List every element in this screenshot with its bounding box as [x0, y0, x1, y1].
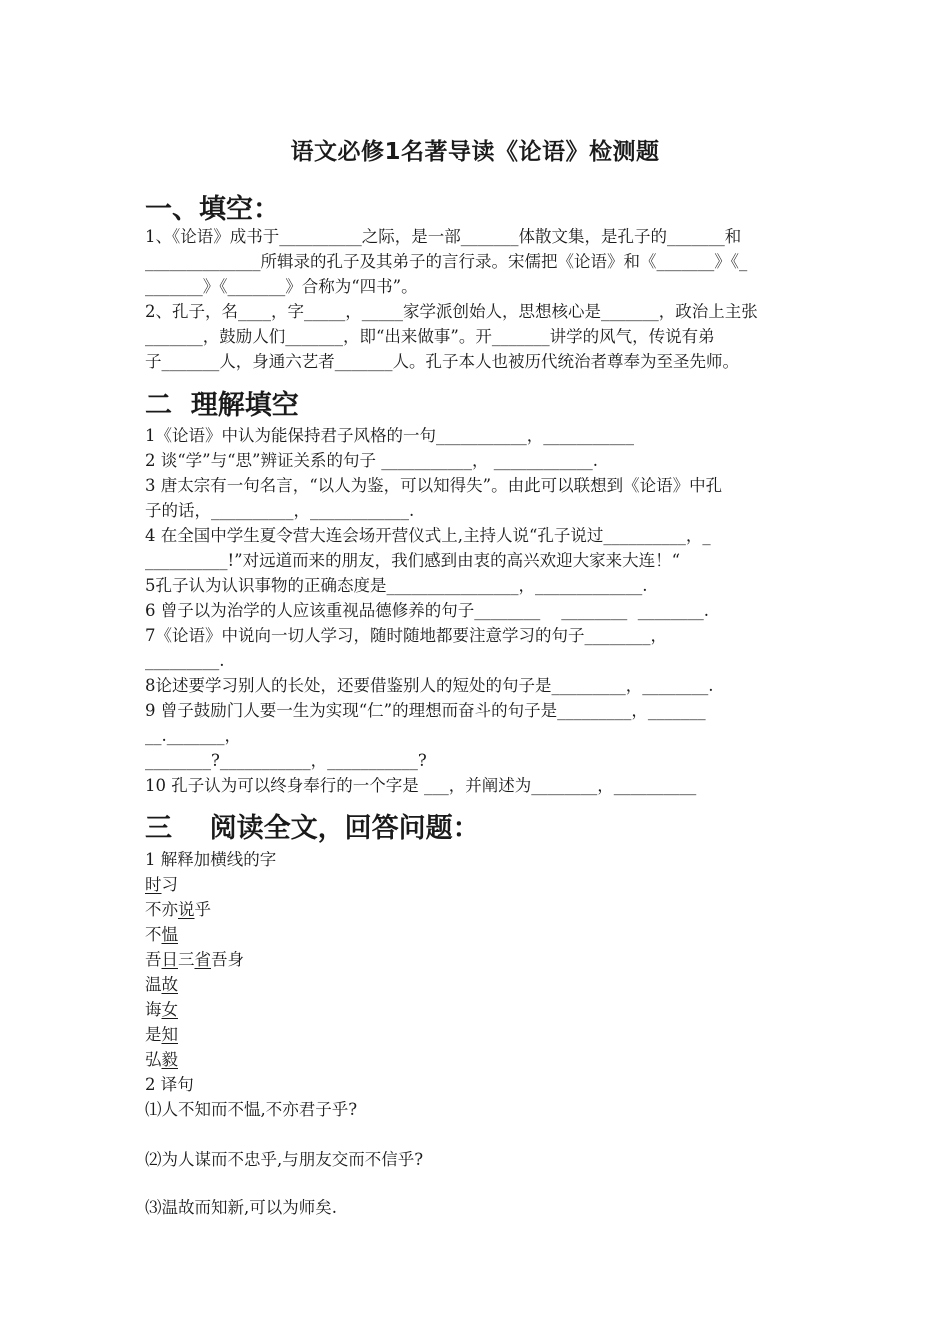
vocab-item [145, 952, 244, 969]
vocab-text: 不亦 [145, 900, 178, 919]
section2-line: _________. [145, 651, 225, 670]
section2-line: 8论述要学习别人的长处，还要借鉴别人的短处的句子是_________，________. [145, 676, 714, 695]
underlined-char: 毅 [161, 1050, 178, 1069]
underlined-char: 日 [161, 950, 178, 969]
vocab-item [145, 1052, 178, 1069]
section2-line: ________?___________，___________? [145, 751, 427, 770]
section1-line: 子_______人，身通六艺者_______人。孔子本人也被历代统治者尊奉为至圣先师。 [145, 352, 739, 371]
section1-line: ______________所辑录的孔子及其弟子的言行录。宋儒把《论语》和《_______》《_ [145, 252, 748, 271]
vocab-item [145, 927, 178, 944]
section1-line: _______》《_______》合称为“四书”。 [145, 277, 418, 296]
vocab-text: 习 [161, 875, 178, 894]
section2-line: 1《论语》中认为能保持君子风格的一句___________，___________ [145, 426, 634, 445]
section2-line: 2 谈“学”与“思”辨证关系的句子 ___________， ____________. [145, 451, 598, 470]
vocab-item [145, 1027, 178, 1044]
section1-heading: 一、填空： [145, 194, 280, 225]
section2-line: 3 唐太宗有一句名言，“以人为鉴，可以知得失”。由此可以联想到《论语》中孔 [145, 476, 723, 495]
vocab-text: 三 [178, 950, 195, 969]
underlined-char: 时 [145, 875, 162, 894]
vocab-text: 吾身 [211, 950, 244, 969]
section1-line: 2、孔子，名____，字_____，_____家学派创始人，思想核心是_______，政治上主张 [145, 302, 758, 321]
document-title: 语文必修1名著导读《论语》检测题 [290, 139, 660, 165]
underlined-char: 省 [194, 950, 211, 969]
section2-heading: 二 理解填空 [145, 390, 299, 421]
vocab-item [145, 877, 178, 894]
vocab-text: 不 [145, 925, 162, 944]
vocab-item [145, 902, 211, 919]
translation-sentence: ⑵为人谋而不忠乎,与朋友交而不信乎? [145, 1150, 424, 1169]
question-label: 2 译句 [145, 1075, 194, 1094]
section2-line: __________!”对远道而来的朋友，我们感到由衷的高兴欢迎大家来大连！“ [145, 551, 681, 570]
section2-line: 子的话，__________，____________. [145, 501, 415, 520]
section3-heading: 三 阅读全文，回答问题： [145, 813, 480, 844]
underlined-char: 知 [161, 1025, 178, 1044]
vocab-text: 诲 [145, 1000, 162, 1019]
section2-line: __._______， [145, 726, 241, 745]
section2-line: 10 孔子认为可以终身奉行的一个字是 ___，并阐述为________，__________ [145, 776, 697, 795]
section2-line: 4 在全国中学生夏令营大连会场开营仪式上,主持人说“孔子说过__________，_ [145, 526, 711, 545]
translation-sentence: ⑶温故而知新,可以为师矣. [145, 1198, 337, 1217]
vocab-text: 乎 [194, 900, 211, 919]
section2-line: 5孔子认为认识事物的正确态度是________________，_____________. [145, 576, 648, 595]
question-label: 1 解释加横线的字 [145, 850, 277, 869]
vocab-item [145, 977, 178, 994]
section1-line: 1、《论语》成书于__________之际，是一部_______体散文集，是孔子的_______和 [145, 227, 742, 246]
section2-line: 7《论语》中说向一切人学习，随时随地都要注意学习的句子________， [145, 626, 667, 645]
translation-sentence: ⑴人不知而不愠,不亦君子乎? [145, 1100, 358, 1119]
underlined-char: 女 [161, 1000, 178, 1019]
section2-line: 9 曾子鼓励门人要一生为实现“仁”的理想而奋斗的句子是_________，_______ [145, 701, 706, 720]
underlined-char: 故 [161, 975, 178, 994]
underlined-char: 愠 [161, 925, 178, 944]
underlined-char: 说 [178, 900, 195, 919]
vocab-text: 弘 [145, 1050, 162, 1069]
section1-line: _______，鼓励人们_______，即“出来做事”。开_______讲学的风气，传说有弟 [145, 327, 715, 346]
section2-line: 6 曾子以为治学的人应该重视品德修养的句子________ ________ ________. [145, 601, 709, 620]
vocab-text: 是 [145, 1025, 162, 1044]
vocab-item [145, 1002, 178, 1019]
vocab-text: 吾 [145, 950, 162, 969]
vocab-text: 温 [145, 975, 162, 994]
